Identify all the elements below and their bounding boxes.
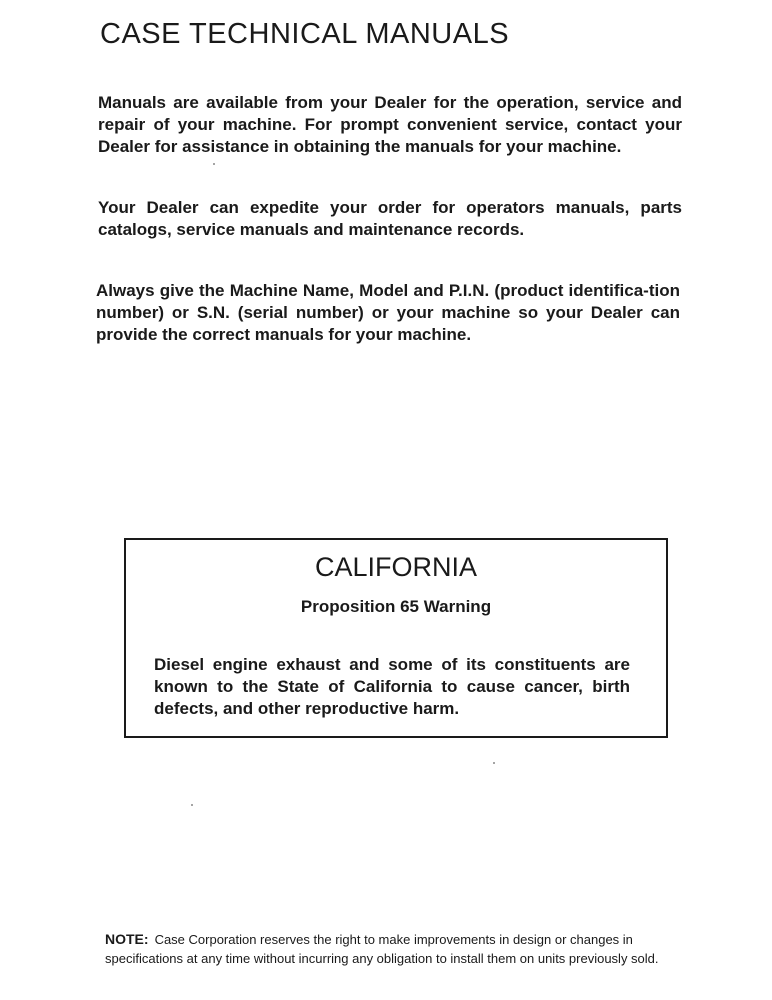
warning-text: Diesel engine exhaust and some of its constituents are known to the State of California to cause cancer, birth defects, and other reproductive harm.	[154, 655, 630, 718]
scan-speck	[493, 762, 495, 764]
note-label: NOTE:	[105, 931, 149, 947]
warning-subheading: Proposition 65 Warning	[300, 597, 492, 616]
machine-identification-paragraph: Always give the Machine Name, Model and P.I.N. (product identifica-tion number) or S.N. (serial number) or your machine so your Dealer can provide the correct manuals for your machine.	[96, 281, 680, 344]
warning-heading: CALIFORNIA	[314, 552, 478, 582]
disclaimer-note	[105, 930, 665, 968]
dealer-manuals-paragraph: Manuals are available from your Dealer for the operation, service and repair of your machine. For prompt convenient service, contact your Dealer for assistance in obtaining the manuals for your machine.	[98, 93, 682, 156]
scan-speck	[191, 804, 193, 806]
scan-speck	[213, 163, 215, 165]
california-warning-box	[124, 538, 668, 738]
order-expedite-paragraph: Your Dealer can expedite your order for operators manuals, parts catalogs, service manuals and maintenance records.	[98, 198, 682, 239]
page-title: CASE TECHNICAL MANUALS	[100, 18, 510, 50]
note-text: Case Corporation reserves the right to make improvements in design or changes in specifications at any time without incurring any obligation to install them on units previously sold.	[105, 932, 659, 966]
